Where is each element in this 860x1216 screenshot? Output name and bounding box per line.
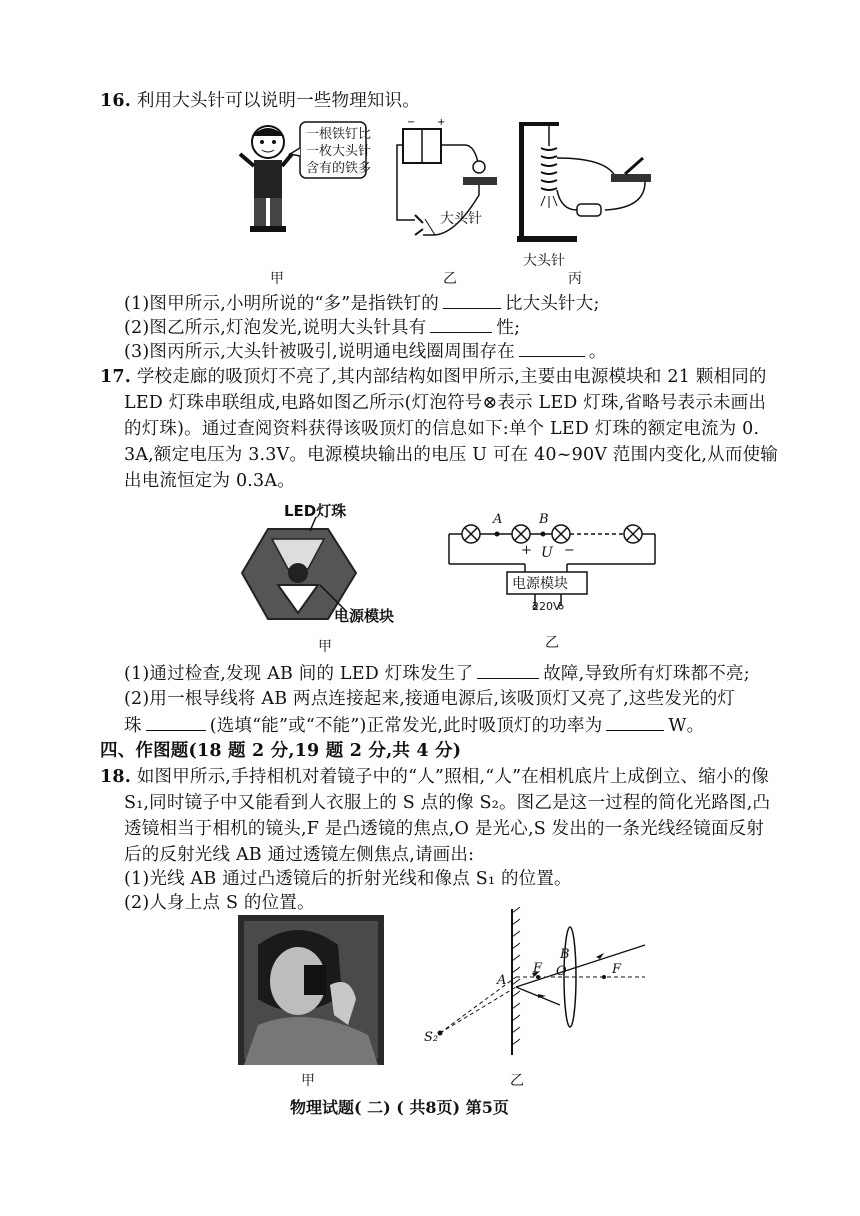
bubble-line: 一枚大头针 [306,144,372,159]
figure-label: 甲 [318,639,332,655]
q17-line: 3A,额定电压为 3.3V。电源模块输出的电压 U 可在 40~90V 范围内变化,从而使输 [124,445,778,465]
answer-blank[interactable] [146,714,206,731]
figure-18-jia-photo [238,915,384,1065]
q17-line: 出电流恒定为 0.3A。 [124,471,295,491]
point-b-label: B [560,947,570,962]
q17-sub2-cont: 珠 (选填“能”或“不能”)正常发光,此时吸顶灯的功率为 W。 [124,716,705,736]
power-module-box: 电源模块 [512,576,568,592]
focus-right-label: F [612,962,622,977]
q16-sub2: (2)图乙所示,灯泡发光,说明大头针具有 性; [124,318,521,338]
q16-sub3: (3)图丙所示,大头针被吸引,说明通电线圈周围存在 。 [124,342,607,362]
q18-line: 后的反射光线 AB 通过透镜左侧焦点,请画出: [124,845,475,865]
figure-label: 乙 [510,1073,524,1089]
point-b-label: B [539,512,549,527]
figure-label: 甲 [301,1073,315,1089]
q18-line: 透镜相当于相机的镜头,F 是凸透镜的焦点,O 是光心,S 发出的一条光线经镜面反射 [124,819,765,839]
figure-18-yi-optics [420,905,660,1065]
mains-label: 220V [532,600,561,613]
figure-label: 丙 [568,271,582,287]
optical-center-label: O [556,964,567,979]
section-heading: 四、作图题(18 题 2 分,19 题 2 分,共 4 分) [100,741,462,761]
q18-line: S₁,同时镜子中又能看到人衣服上的 S 点的像 S₂。图乙是这一过程的简化光路图,凸 [124,793,771,813]
answer-blank[interactable] [477,662,539,679]
q17-sub1: (1)通过检查,发现 AB 间的 LED 灯珠发生了 故障,导致所有灯珠都不亮; [124,664,750,684]
q18-line: 18. 如图甲所示,手持相机对着镜子中的“人”照相,“人”在相机底片上成倒立、缩小的像 [100,767,770,787]
question-text: 利用大头针可以说明一些物理知识。 [136,91,421,111]
answer-blank[interactable] [606,714,664,731]
label-led: LED灯珠 [284,502,347,520]
svg-text:+: + [437,117,446,128]
q16-stem [100,90,420,112]
speech-bubble [306,126,371,177]
question-number: 17. [100,367,132,387]
minus-label: − [564,543,575,558]
question-number: 18. [100,767,132,787]
figure-16-bing [515,118,665,248]
question-number: 16. [100,91,132,111]
answer-blank[interactable] [430,316,492,333]
q18-sub1: (1)光线 AB 通过凸透镜后的折射光线和像点 S₁ 的位置。 [124,869,572,889]
q17-sub2: (2)用一根导线将 AB 两点连接起来,接通电源后,该吸顶灯又亮了,这些发光的灯 [124,689,736,709]
point-a-label: A [493,512,503,527]
bubble-line: 一根铁钉比 [306,127,372,142]
figure-16-yi [395,115,505,255]
answer-blank[interactable] [443,292,501,309]
plus-label: + [521,543,532,558]
figure-label: 乙 [545,635,559,651]
label-pin-b: 大头针 [440,211,482,227]
figure-label: 甲 [270,271,284,287]
point-a-label: A [497,973,507,988]
voltage-label: U [541,545,553,561]
image-point-s2-label: S₂ [424,1030,439,1045]
focus-left-label: F [533,961,543,976]
figure-label: 乙 [443,271,457,287]
label-pin-c: 大头针 [523,253,565,269]
label-power-module: 电源模块 [334,607,395,625]
bubble-line: 含有的铁多 [306,161,372,176]
q17-line: LED 灯珠串联组成,电路如图乙所示(灯泡符号⊗表示 LED 灯珠,省略号表示未画出 [124,393,767,413]
page-footer: 物理试题( 二) ( 共8页) 第5页 [290,1098,509,1117]
q17-line: 17. 学校走廊的吸顶灯不亮了,其内部结构如图甲所示,主要由电源模块和 21 颗相同的 [100,367,767,387]
q16-sub1: (1)图甲所示,小明所说的“多”是指铁钉的 比大头针大; [124,294,600,314]
q17-line: 的灯珠)。通过查阅资料获得该吸顶灯的信息如下:单个 LED 灯珠的额定电流为 0. [124,419,760,439]
svg-text:−: − [407,117,416,128]
q18-sub2: (2)人身上点 S 的位置。 [124,893,315,913]
answer-blank[interactable] [519,340,585,357]
